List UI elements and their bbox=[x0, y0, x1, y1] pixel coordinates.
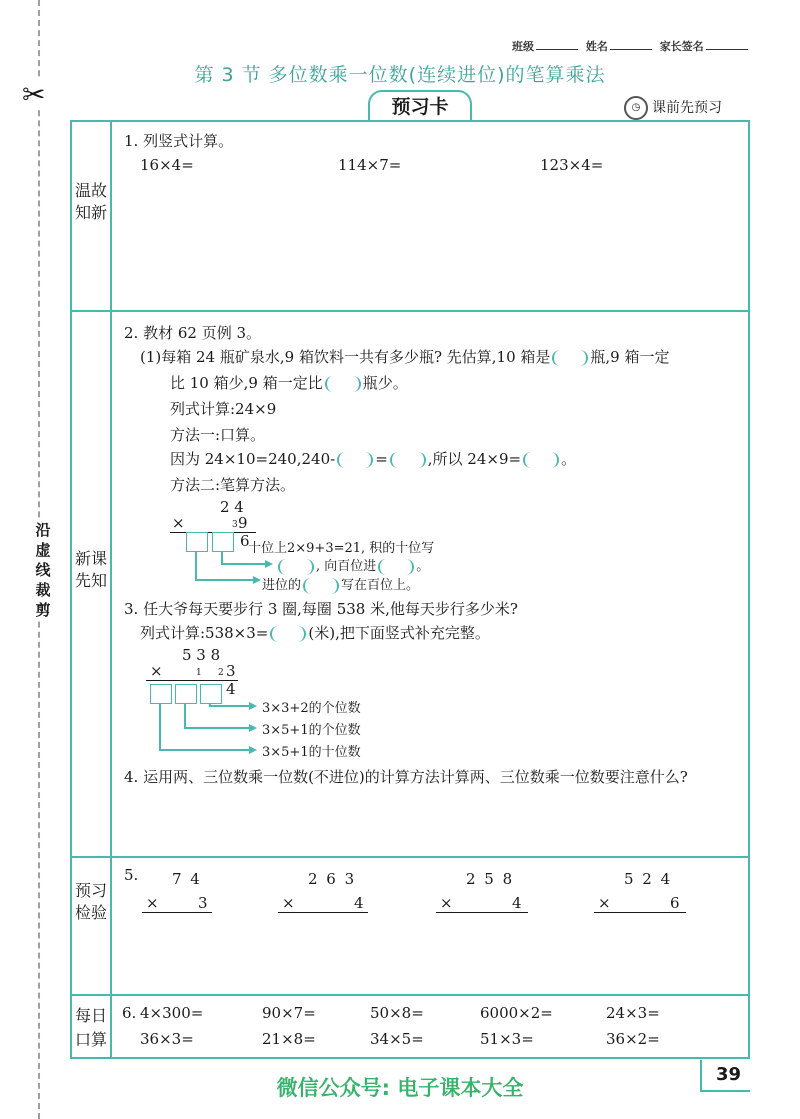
q2-line5-text-c: ,所以 24×9= bbox=[427, 450, 522, 468]
q3-line1-text-a: 列式计算:538×3= bbox=[140, 624, 269, 642]
q2-line5 bbox=[170, 448, 576, 469]
q3-digit-box-tens[interactable] bbox=[175, 684, 197, 704]
section-label-review: 温故知新 bbox=[74, 181, 107, 222]
q2-blank-6[interactable] bbox=[278, 559, 314, 575]
q2-line1-text-a: (1)每箱 24 瓶矿泉水,9 箱饮料一共有多少瓶? 先估算,10 箱是 bbox=[140, 348, 551, 366]
q2-note-2 bbox=[262, 574, 419, 594]
q3-line1 bbox=[140, 622, 490, 643]
class-label: 班级 bbox=[512, 40, 534, 53]
q2-note-1c-text: 。 bbox=[416, 559, 430, 574]
q6-row2-item-1: 36×3= bbox=[140, 1030, 194, 1048]
section-label-daily: 每日口算 bbox=[74, 1006, 107, 1049]
q2-note-1: 十位上2×9+3=21, 积的十位写 bbox=[248, 541, 435, 556]
q5-problem-1-rule bbox=[142, 912, 212, 913]
q2-note-1b bbox=[276, 555, 429, 575]
q2-blank-5[interactable] bbox=[523, 452, 559, 468]
q5-problem-2-mult: 4 bbox=[354, 894, 364, 912]
q5-problem-3-mult: 4 bbox=[512, 894, 522, 912]
q3-vert-result: 4 bbox=[226, 680, 236, 698]
q2-vert-mult: 9 bbox=[238, 514, 248, 532]
q2-note-2a-text: 进位的 bbox=[262, 578, 302, 593]
q2-line6: 方法二:笔算方法。 bbox=[170, 476, 296, 494]
q2-vert-top: 2 4 bbox=[220, 498, 244, 516]
q2-arrow-2-line bbox=[195, 579, 255, 581]
q6-row2-item-3: 34×5= bbox=[370, 1030, 424, 1048]
q3-line1-text-b: (米),把下面竖式补充完整。 bbox=[308, 624, 490, 642]
section-label-check: 预习检验 bbox=[74, 881, 107, 922]
page-number: 39 bbox=[716, 1064, 742, 1085]
q3-digit-box-hundreds[interactable] bbox=[150, 684, 172, 704]
section-label-new: 新课先知 bbox=[74, 549, 107, 590]
q5-problem-4-top: 5 2 4 bbox=[624, 870, 673, 888]
q2-arrow-1-head bbox=[265, 560, 273, 568]
q5-problem-3-rule bbox=[436, 912, 528, 913]
q3-vert-top: 5 3 8 bbox=[182, 646, 221, 664]
q2-line5-text-d: 。 bbox=[561, 450, 577, 468]
q1-title: 1. 列竖式计算。 bbox=[124, 132, 234, 150]
parent-sign-blank[interactable] bbox=[706, 49, 748, 50]
q6-row1-item-2: 90×7= bbox=[262, 1004, 316, 1022]
name-label: 姓名 bbox=[585, 40, 608, 53]
q2-arrow-1-line bbox=[221, 563, 267, 565]
q1-item-1: 16×4= bbox=[140, 156, 194, 174]
q3-arrow-1-line bbox=[209, 705, 251, 707]
q2-line2-text-b: 瓶少。 bbox=[362, 374, 408, 392]
q5-problem-2-top: 2 6 3 bbox=[308, 870, 357, 888]
q2-line1 bbox=[140, 346, 669, 367]
q5-problem-3-times: × bbox=[440, 894, 453, 912]
q3-blank-1[interactable] bbox=[270, 626, 306, 642]
q3-arrow-3-line bbox=[159, 749, 251, 751]
page-title: 第 3 节 多位数乘一位数(连续进位)的笔算乘法 bbox=[194, 64, 606, 86]
q2-blank-3[interactable] bbox=[337, 452, 373, 468]
q3-note-1: 3×3+2的个位数 bbox=[262, 701, 361, 716]
cut-label: 沿虚线裁剪 bbox=[35, 521, 51, 619]
scissors-icon: ✂ bbox=[22, 78, 46, 111]
clock-icon: ◷ bbox=[624, 96, 648, 120]
q5-problem-3-top: 2 5 8 bbox=[466, 870, 515, 888]
q2-blank-1[interactable] bbox=[552, 350, 588, 366]
q2-line3: 列式计算:24×9 bbox=[170, 400, 277, 418]
q5-problem-4-rule bbox=[594, 912, 686, 913]
header-fields bbox=[512, 38, 752, 54]
q2-blank-8[interactable] bbox=[303, 578, 339, 594]
q2-digit-box-tens[interactable] bbox=[212, 532, 234, 552]
q4-title: 4. 运用两、三位数乘一位数(不进位)的计算方法计算两、三位数乘一位数要注意什么? bbox=[124, 768, 688, 786]
q6-row2-item-5: 36×2= bbox=[606, 1030, 660, 1048]
q2-arrow-2-head bbox=[253, 576, 261, 584]
q3-carry-1: 1 bbox=[196, 668, 202, 678]
q5-problem-2-times: × bbox=[282, 894, 295, 912]
q6-row1-item-3: 50×8= bbox=[370, 1004, 424, 1022]
q3-vert-mult: 3 bbox=[226, 662, 236, 680]
q5-problem-1-top: 7 4 bbox=[172, 870, 202, 888]
preview-badge bbox=[624, 96, 722, 120]
q3-arrow-2-head bbox=[249, 724, 257, 732]
q5-problem-4-times: × bbox=[598, 894, 611, 912]
card-tab: 预习卡 bbox=[368, 90, 472, 122]
class-blank[interactable] bbox=[536, 49, 578, 50]
section-divider-vertical bbox=[110, 120, 112, 1059]
q1-item-3: 123×4= bbox=[540, 156, 604, 174]
q2-line2-text-a: 比 10 箱少,9 箱一定比 bbox=[170, 374, 323, 392]
q3-note-3: 3×5+1的十位数 bbox=[262, 745, 361, 760]
q6-row2-item-4: 51×3= bbox=[480, 1030, 534, 1048]
q2-digit-box-hundreds[interactable] bbox=[186, 532, 208, 552]
q2-vert-result: 6 bbox=[240, 532, 250, 550]
q2-line5-text-b: = bbox=[375, 450, 388, 468]
section-divider-3 bbox=[70, 994, 750, 996]
q2-vert-carry: 3 bbox=[232, 520, 238, 530]
q3-title: 3. 任大爷每天要步行 3 圈,每圈 538 米,他每天步行多少米? bbox=[124, 600, 518, 618]
q3-note-2: 3×5+1的个位数 bbox=[262, 723, 361, 738]
q3-arrow-3-head bbox=[249, 746, 257, 754]
q2-arrow-2-stem bbox=[195, 551, 197, 581]
q5-problem-1-times: × bbox=[146, 894, 159, 912]
q3-arrow-2-line bbox=[184, 727, 251, 729]
q2-vert-times: × bbox=[172, 514, 185, 532]
name-blank[interactable] bbox=[610, 49, 652, 50]
parent-sign-label: 家长签名 bbox=[659, 40, 704, 53]
q3-vert-times: × bbox=[150, 662, 163, 680]
preview-label: 课前先预习 bbox=[652, 100, 722, 116]
q6-row1-item-1: 4×300= bbox=[140, 1004, 204, 1022]
q2-blank-2[interactable] bbox=[325, 376, 361, 392]
section-divider-1 bbox=[70, 310, 750, 312]
q2-title: 2. 教材 62 页例 3。 bbox=[124, 324, 262, 342]
q2-line1-text-b: 瓶,9 箱一定 bbox=[590, 348, 670, 366]
q3-arrow-2-stem bbox=[184, 703, 186, 729]
q2-line5-text-a: 因为 24×10=240,240- bbox=[170, 450, 336, 468]
q3-arrow-3-stem bbox=[159, 703, 161, 751]
q5-label: 5. bbox=[124, 866, 139, 884]
q5-problem-1-mult: 3 bbox=[198, 894, 208, 912]
q2-note-1b-text: , 向百位进 bbox=[316, 559, 377, 574]
q5-problem-2-rule bbox=[278, 912, 368, 913]
q2-note-2b-text: 写在百位上。 bbox=[341, 578, 420, 593]
q3-carry-2: 2 bbox=[218, 668, 224, 678]
q2-line2 bbox=[170, 372, 408, 393]
q2-blank-4[interactable] bbox=[390, 452, 426, 468]
q6-label: 6. bbox=[122, 1004, 137, 1022]
q3-digit-box-ones[interactable] bbox=[200, 684, 222, 704]
section-divider-2 bbox=[70, 856, 750, 858]
q2-line4: 方法一:口算。 bbox=[170, 426, 266, 444]
q3-vert-rule bbox=[146, 680, 238, 681]
footer-watermark: 微信公众号: 电子课本大全 bbox=[276, 1076, 524, 1100]
q5-problem-4-mult: 6 bbox=[670, 894, 680, 912]
q3-arrow-1-head bbox=[249, 702, 257, 710]
q6-row1-item-4: 6000×2= bbox=[480, 1004, 553, 1022]
q6-row2-item-2: 21×8= bbox=[262, 1030, 316, 1048]
q1-item-2: 114×7= bbox=[338, 156, 402, 174]
q2-blank-7[interactable] bbox=[378, 559, 414, 575]
q6-row1-item-5: 24×3= bbox=[606, 1004, 660, 1022]
